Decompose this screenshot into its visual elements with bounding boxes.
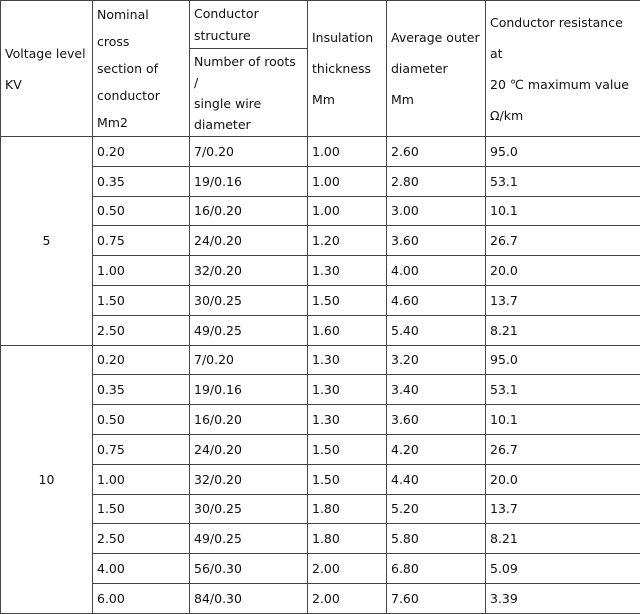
cell-conductor-resistance: 20.0 [486,256,640,286]
cell-insulation-thickness: 1.80 [308,524,387,554]
cell-outer-diameter: 4.60 [387,285,486,315]
cell-cross-section: 0.20 [93,345,190,375]
header-text: Mm [312,84,382,115]
cell-cross-section: 1.00 [93,464,190,494]
header-text: Insulation [312,22,382,53]
cell-conductor-structure: 24/0.20 [190,226,308,256]
cell-cross-section: 0.50 [93,405,190,435]
cell-conductor-structure: 24/0.20 [190,434,308,464]
cell-conductor-structure: 56/0.30 [190,554,308,584]
table-body [1,1,640,614]
cell-outer-diameter: 4.20 [387,434,486,464]
header-text: Mm [391,84,481,115]
header-text: 20 ℃ maximum value [490,69,636,100]
cell-outer-diameter: 3.00 [387,196,486,226]
cell-insulation-thickness: 2.00 [308,554,387,584]
header-text: diameter [194,114,303,135]
cell-conductor-structure: 16/0.20 [190,405,308,435]
cell-outer-diameter: 5.80 [387,524,486,554]
cell-conductor-resistance: 26.7 [486,434,640,464]
cell-cross-section: 0.35 [93,375,190,405]
table-row [1,226,640,256]
header-text: single wire [194,93,303,114]
cell-insulation-thickness: 1.00 [308,166,387,196]
header-conductor-structure [190,1,308,49]
cell-outer-diameter: 2.60 [387,137,486,167]
header-roots-diameter [190,49,308,137]
cell-cross-section: 6.00 [93,583,190,613]
cell-outer-diameter: 3.60 [387,226,486,256]
table-row [1,196,640,226]
cell-conductor-resistance: 10.1 [486,405,640,435]
cell-cross-section: 0.50 [93,196,190,226]
header-text: Ω/km [490,100,636,131]
cell-outer-diameter: 2.80 [387,166,486,196]
cell-conductor-structure: 32/0.20 [190,256,308,286]
cell-cross-section: 0.35 [93,166,190,196]
cell-voltage-level: 10 [1,345,93,613]
table-row [1,166,640,196]
header-voltage-level [1,1,93,137]
header-row-top [1,1,640,49]
cell-insulation-thickness: 1.50 [308,464,387,494]
cell-cross-section: 1.50 [93,285,190,315]
header-text: thickness [312,53,382,84]
header-text: KV [5,69,88,100]
cell-conductor-structure: 49/0.25 [190,524,308,554]
cell-insulation-thickness: 1.60 [308,315,387,345]
cell-conductor-resistance: 3.39 [486,583,640,613]
cell-insulation-thickness: 1.20 [308,226,387,256]
cell-insulation-thickness: 1.80 [308,494,387,524]
header-text: Voltage level [5,38,88,69]
header-text: Average outer [391,22,481,53]
table-row [1,315,640,345]
cell-conductor-structure: 7/0.20 [190,137,308,167]
cell-conductor-resistance: 26.7 [486,226,640,256]
cell-conductor-structure: 32/0.20 [190,464,308,494]
header-text: conductor [97,82,185,109]
cell-outer-diameter: 3.60 [387,405,486,435]
cell-conductor-structure: 84/0.30 [190,583,308,613]
cell-conductor-resistance: 8.21 [486,524,640,554]
cell-cross-section: 4.00 [93,554,190,584]
cell-conductor-resistance: 95.0 [486,345,640,375]
header-insulation-thickness [308,1,387,137]
cell-cross-section: 0.20 [93,137,190,167]
header-text: Nominal cross [97,1,185,55]
cell-insulation-thickness: 1.30 [308,256,387,286]
cell-conductor-resistance: 8.21 [486,315,640,345]
cell-conductor-resistance: 95.0 [486,137,640,167]
cell-cross-section: 1.00 [93,256,190,286]
cell-cross-section: 0.75 [93,434,190,464]
table-row [1,405,640,435]
cell-conductor-structure: 16/0.20 [190,196,308,226]
cell-insulation-thickness: 1.30 [308,375,387,405]
cell-insulation-thickness: 1.30 [308,405,387,435]
header-text: Number of roots / [194,51,303,93]
cell-insulation-thickness: 1.00 [308,196,387,226]
cell-conductor-resistance: 10.1 [486,196,640,226]
cell-cross-section: 0.75 [93,226,190,256]
cell-conductor-resistance: 13.7 [486,494,640,524]
header-conductor-resistance [486,1,640,137]
cell-conductor-structure: 19/0.16 [190,375,308,405]
cell-outer-diameter: 4.00 [387,256,486,286]
cell-conductor-structure: 30/0.25 [190,494,308,524]
header-text: section of [97,55,185,82]
table-row [1,524,640,554]
table-row [1,494,640,524]
header-text: Conductor resistance at [490,7,636,69]
cell-outer-diameter: 7.60 [387,583,486,613]
header-text: diameter [391,53,481,84]
cell-insulation-thickness: 1.50 [308,434,387,464]
cell-outer-diameter: 4.40 [387,464,486,494]
cell-conductor-structure: 19/0.16 [190,166,308,196]
header-text: Mm2 [97,109,185,136]
cell-conductor-resistance: 5.09 [486,554,640,584]
header-text: structure [194,25,303,47]
cell-outer-diameter: 5.40 [387,315,486,345]
cell-conductor-structure: 7/0.20 [190,345,308,375]
table-row [1,375,640,405]
table-row [1,554,640,584]
cell-conductor-resistance: 53.1 [486,166,640,196]
cell-outer-diameter: 3.20 [387,345,486,375]
table-row [1,434,640,464]
cell-insulation-thickness: 1.00 [308,137,387,167]
header-text: Conductor [194,3,303,25]
table-row [1,464,640,494]
cell-conductor-resistance: 20.0 [486,464,640,494]
cell-cross-section: 2.50 [93,315,190,345]
cell-conductor-structure: 30/0.25 [190,285,308,315]
table-row [1,285,640,315]
cell-voltage-level: 5 [1,137,93,346]
table-row [1,256,640,286]
table-row [1,137,640,167]
cell-outer-diameter: 6.80 [387,554,486,584]
cell-cross-section: 2.50 [93,524,190,554]
cell-conductor-structure: 49/0.25 [190,315,308,345]
header-cross-section [93,1,190,137]
cell-outer-diameter: 5.20 [387,494,486,524]
header-outer-diameter [387,1,486,137]
cell-outer-diameter: 3.40 [387,375,486,405]
cell-insulation-thickness: 2.00 [308,583,387,613]
table-row [1,345,640,375]
cell-insulation-thickness: 1.50 [308,285,387,315]
cell-conductor-resistance: 13.7 [486,285,640,315]
cell-conductor-resistance: 53.1 [486,375,640,405]
cell-cross-section: 1.50 [93,494,190,524]
table-row [1,583,640,613]
cell-insulation-thickness: 1.30 [308,345,387,375]
